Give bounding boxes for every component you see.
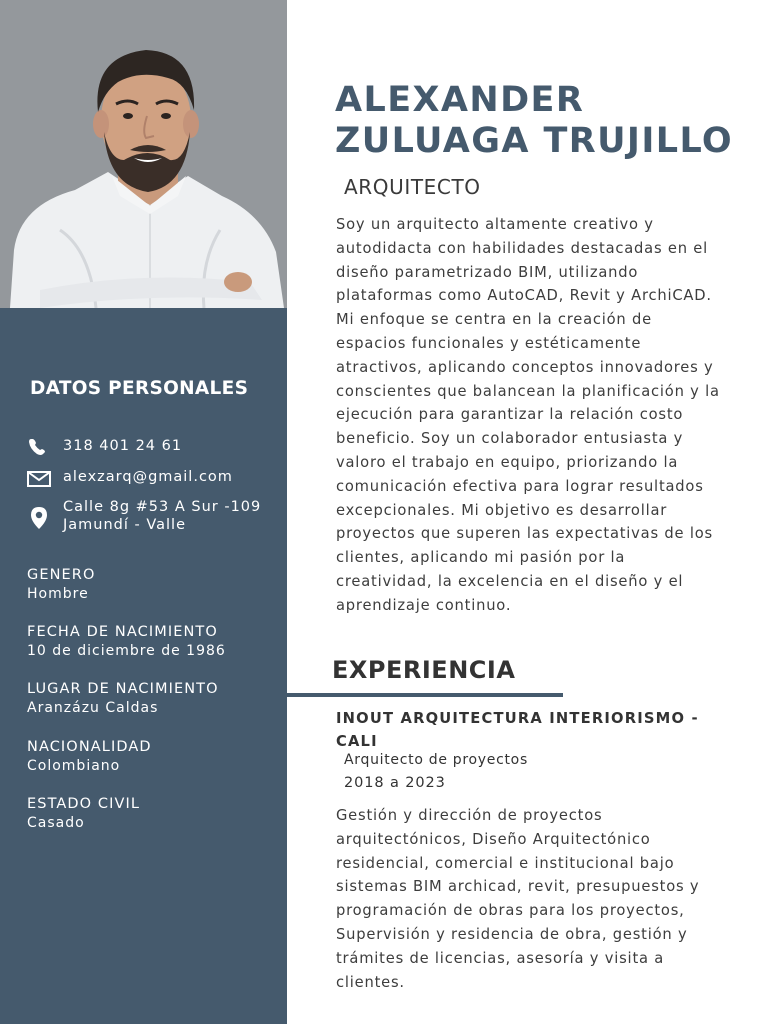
experience-description: Gestión y dirección de proyectos arquitectónicos, Diseño Arquitectónico residencial, comercial e institucional bajo sistemas BIM archicad, revit, presupuestos y programación de obras para los proyectos, Supervisión y residencia de obra, gestión y trámites de licencias, asesoría y visita a clientes.: [336, 807, 700, 991]
gender-value: Hombre: [27, 586, 89, 602]
summary-paragraph-2: Mi enfoque se centra en la creación de espacios funcionales y estéticamente atractivos, aplicando conceptos innovadores y conscientes que balancean la planificación y la ejecución para garantizar la relación costo beneficio. Soy un colaborador entusiasta y valoro el trabajo en equipo, priorizando la comunicación efectiva para lograr resultados excepcionales. Mi objetivo es desarrollar proyectos que superen las expectativas de los clientes, aplicando mi pasión por la creatividad, la excelencia en el diseño y el aprendizaje continuo.: [336, 311, 720, 614]
personal-item-nationality: [27, 738, 152, 776]
experience-role: Arquitecto de proyectos: [344, 752, 528, 768]
name-line-2: ZULUAGA TRUJILLO: [335, 121, 734, 161]
profile-summary: [336, 213, 726, 618]
birthplace-value: Aranzázu Caldas: [27, 700, 159, 716]
personal-data-heading: DATOS PERSONALES: [30, 378, 249, 399]
job-title: ARQUITECTO: [344, 175, 481, 199]
nationality-label: NACIONALIDAD: [27, 739, 152, 755]
birthdate-value: 10 de diciembre de 1986: [27, 643, 226, 659]
gender-label: GENERO: [27, 567, 96, 583]
summary-paragraph-1: Soy un arquitecto altamente creativo y autodidacta con habilidades destacadas en el diseño parametrizado BIM, utilizando plataformas como AutoCAD, Revit y ArchiCAD.: [336, 216, 712, 305]
birthdate-label: FECHA DE NACIMIENTO: [27, 624, 218, 640]
personal-item-gender: [27, 566, 96, 604]
nationality-value: Colombiano: [27, 758, 121, 774]
personal-item-birthplace: [27, 680, 219, 718]
experience-company: INOUT ARQUITECTURA INTERIORISMO - CALI: [336, 710, 699, 750]
phone-icon: [27, 437, 51, 457]
envelope-icon: [27, 468, 51, 488]
address-line-2: Jamundí - Valle: [63, 517, 187, 533]
personal-item-birthdate: [27, 623, 226, 661]
experience-heading: EXPERIENCIA: [332, 656, 516, 684]
personal-item-marital-status: [27, 795, 140, 833]
portrait-illustration: [0, 0, 287, 308]
sidebar: [0, 0, 287, 1024]
name-line-1: ALEXANDER: [335, 80, 585, 120]
map-pin-icon: [27, 506, 51, 526]
experience-divider: [287, 693, 563, 697]
candidate-name: [335, 80, 733, 162]
experience-dates: 2018 a 2023: [344, 775, 446, 791]
phone-number[interactable]: 318 401 24 61: [63, 438, 183, 454]
marital-status-label: ESTADO CIVIL: [27, 796, 141, 812]
marital-status-value: Casado: [27, 815, 85, 831]
email-address[interactable]: alexzarq@gmail.com: [63, 469, 233, 485]
address-line-1: Calle 8g #53 A Sur -109: [63, 499, 262, 515]
profile-photo: [0, 0, 287, 308]
birthplace-label: LUGAR DE NACIMIENTO: [27, 681, 219, 697]
